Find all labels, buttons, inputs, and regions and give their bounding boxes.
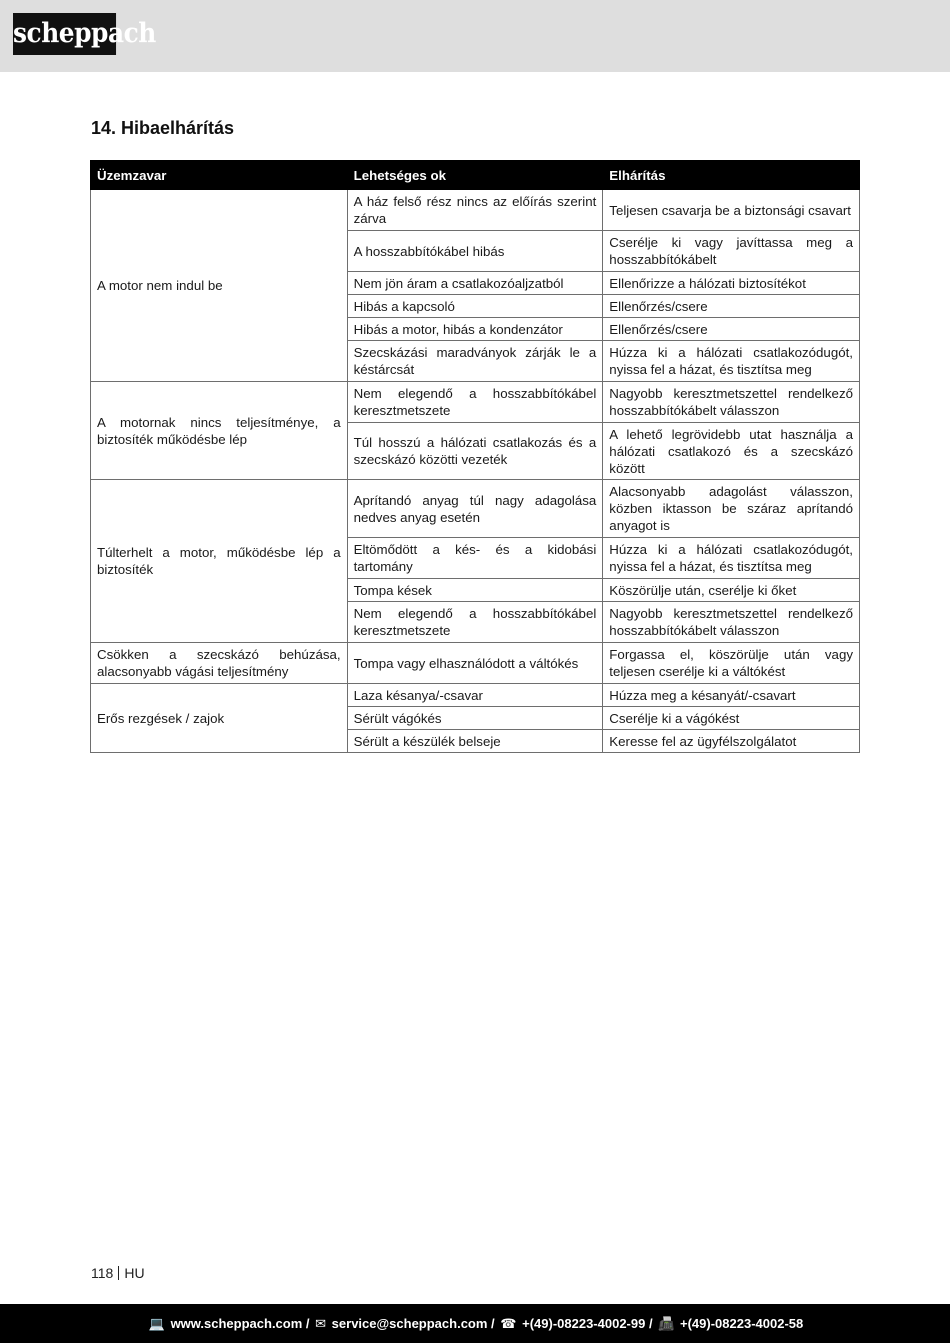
cause-cell: A ház felső rész nincs az előírás szerint zárva <box>347 190 603 231</box>
remedy-cell: Keresse fel az ügyfélszolgálatot <box>603 730 860 753</box>
footer-phone: +(49)-08223-4002-99 <box>522 1316 646 1331</box>
remedy-cell: Húzza ki a hálózati csatlakozódugót, nyissa fel a házat, és tisztítsa meg <box>603 341 860 382</box>
footer-email[interactable]: service@scheppach.com <box>331 1316 488 1331</box>
cause-cell: Nem elegendő a hosszabbítókábel keresztmetszete <box>347 382 603 423</box>
table-row <box>91 382 860 423</box>
remedy-cell: Cserélje ki a vágókést <box>603 707 860 730</box>
email-icon: ✉ <box>315 1316 327 1331</box>
remedy-cell: Alacsonyabb adagolást válasszon, közben iktasson be száraz aprítandó anyagot is <box>603 480 860 538</box>
remedy-cell: Húzza meg a késanyát/-csavart <box>603 684 860 707</box>
cause-cell: Nem elegendő a hosszabbítókábel keresztmetszete <box>347 602 603 643</box>
table-header-row <box>91 161 860 190</box>
fault-cell: A motornak nincs teljesítménye, a biztosíték működésbe lép <box>91 382 348 480</box>
cause-cell: Tompa kések <box>347 579 603 602</box>
cause-cell: Eltömődött a kés- és a kidobási tartomány <box>347 538 603 579</box>
top-bar <box>0 0 950 72</box>
column-header-remedy: Elhárítás <box>603 161 860 190</box>
table-row <box>91 480 860 538</box>
cause-cell: Hibás a kapcsoló <box>347 295 603 318</box>
cause-cell: Túl hosszú a hálózati csatlakozás és a szecskázó közötti vezeték <box>347 423 603 480</box>
page-language: HU <box>124 1265 145 1281</box>
cause-cell: Laza késanya/-csavar <box>347 684 603 707</box>
remedy-cell: A lehető legrövidebb utat használja a hálózati csatlakozó és a szecskázó között <box>603 423 860 480</box>
cause-cell: Tompa vagy elhasználódott a váltókés <box>347 643 603 684</box>
remedy-cell: Ellenőrizze a hálózati biztosítékot <box>603 272 860 295</box>
table-row <box>91 190 860 231</box>
page-number: 118 <box>91 1265 114 1281</box>
cause-cell: A hosszabbítókábel hibás <box>347 231 603 272</box>
column-header-fault: Üzemzavar <box>91 161 348 190</box>
cause-cell: Nem jön áram a csatlakozóaljzatból <box>347 272 603 295</box>
fault-cell: Csökken a szecskázó behúzása, alacsonyabb vágási teljesítmény <box>91 643 348 684</box>
remedy-cell: Nagyobb keresztmetszettel rendelkező hosszabbítókábelt válasszon <box>603 382 860 423</box>
computer-icon: 💻 <box>148 1316 165 1331</box>
remedy-cell: Nagyobb keresztmetszettel rendelkező hosszabbítókábelt válasszon <box>603 602 860 643</box>
troubleshooting-table <box>90 160 860 753</box>
cause-cell: Szecskázási maradványok zárják le a késtárcsát <box>347 341 603 382</box>
remedy-cell: Forgassa el, köszörülje után vagy teljesen cserélje ki a váltókést <box>603 643 860 684</box>
footer-contact-bar: 💻 www.scheppach.com / ✉ service@scheppach.com / ☎ +(49)-08223-4002-99 / 📠 +(49)-08223-4002-58 <box>0 1304 950 1343</box>
page-title: 14. Hibaelhárítás <box>91 118 235 138</box>
remedy-cell: Húzza ki a hálózati csatlakozódugót, nyissa fel a házat, és tisztítsa meg <box>603 538 860 579</box>
page-number-divider <box>118 1266 119 1280</box>
remedy-cell: Ellenőrzés/csere <box>603 295 860 318</box>
remedy-cell: Ellenőrzés/csere <box>603 318 860 341</box>
footer-fax: +(49)-08223-4002-58 <box>680 1316 804 1331</box>
cause-cell: Sérült vágókés <box>347 707 603 730</box>
remedy-cell: Teljesen csavarja be a biztonsági csavart <box>603 190 860 231</box>
table-row <box>91 684 860 707</box>
fault-cell: Túlterhelt a motor, működésbe lép a biztosíték <box>91 480 348 643</box>
remedy-cell: Cserélje ki vagy javíttassa meg a hosszabbítókábelt <box>603 231 860 272</box>
brand-logo: scheppach <box>13 13 116 55</box>
column-header-cause: Lehetséges ok <box>347 161 603 190</box>
cause-cell: Hibás a motor, hibás a kondenzátor <box>347 318 603 341</box>
fault-cell: A motor nem indul be <box>91 190 348 382</box>
cause-cell: Aprítandó anyag túl nagy adagolása nedves anyag esetén <box>347 480 603 538</box>
cause-cell: Sérült a készülék belseje <box>347 730 603 753</box>
phone-icon: ☎ <box>500 1316 517 1331</box>
table-row <box>91 643 860 684</box>
fault-cell: Erős rezgések / zajok <box>91 684 348 753</box>
fax-icon: 📠 <box>658 1316 675 1331</box>
footer-website[interactable]: www.scheppach.com <box>170 1316 303 1331</box>
page-footer-number <box>91 1265 145 1281</box>
remedy-cell: Köszörülje után, cserélje ki őket <box>603 579 860 602</box>
